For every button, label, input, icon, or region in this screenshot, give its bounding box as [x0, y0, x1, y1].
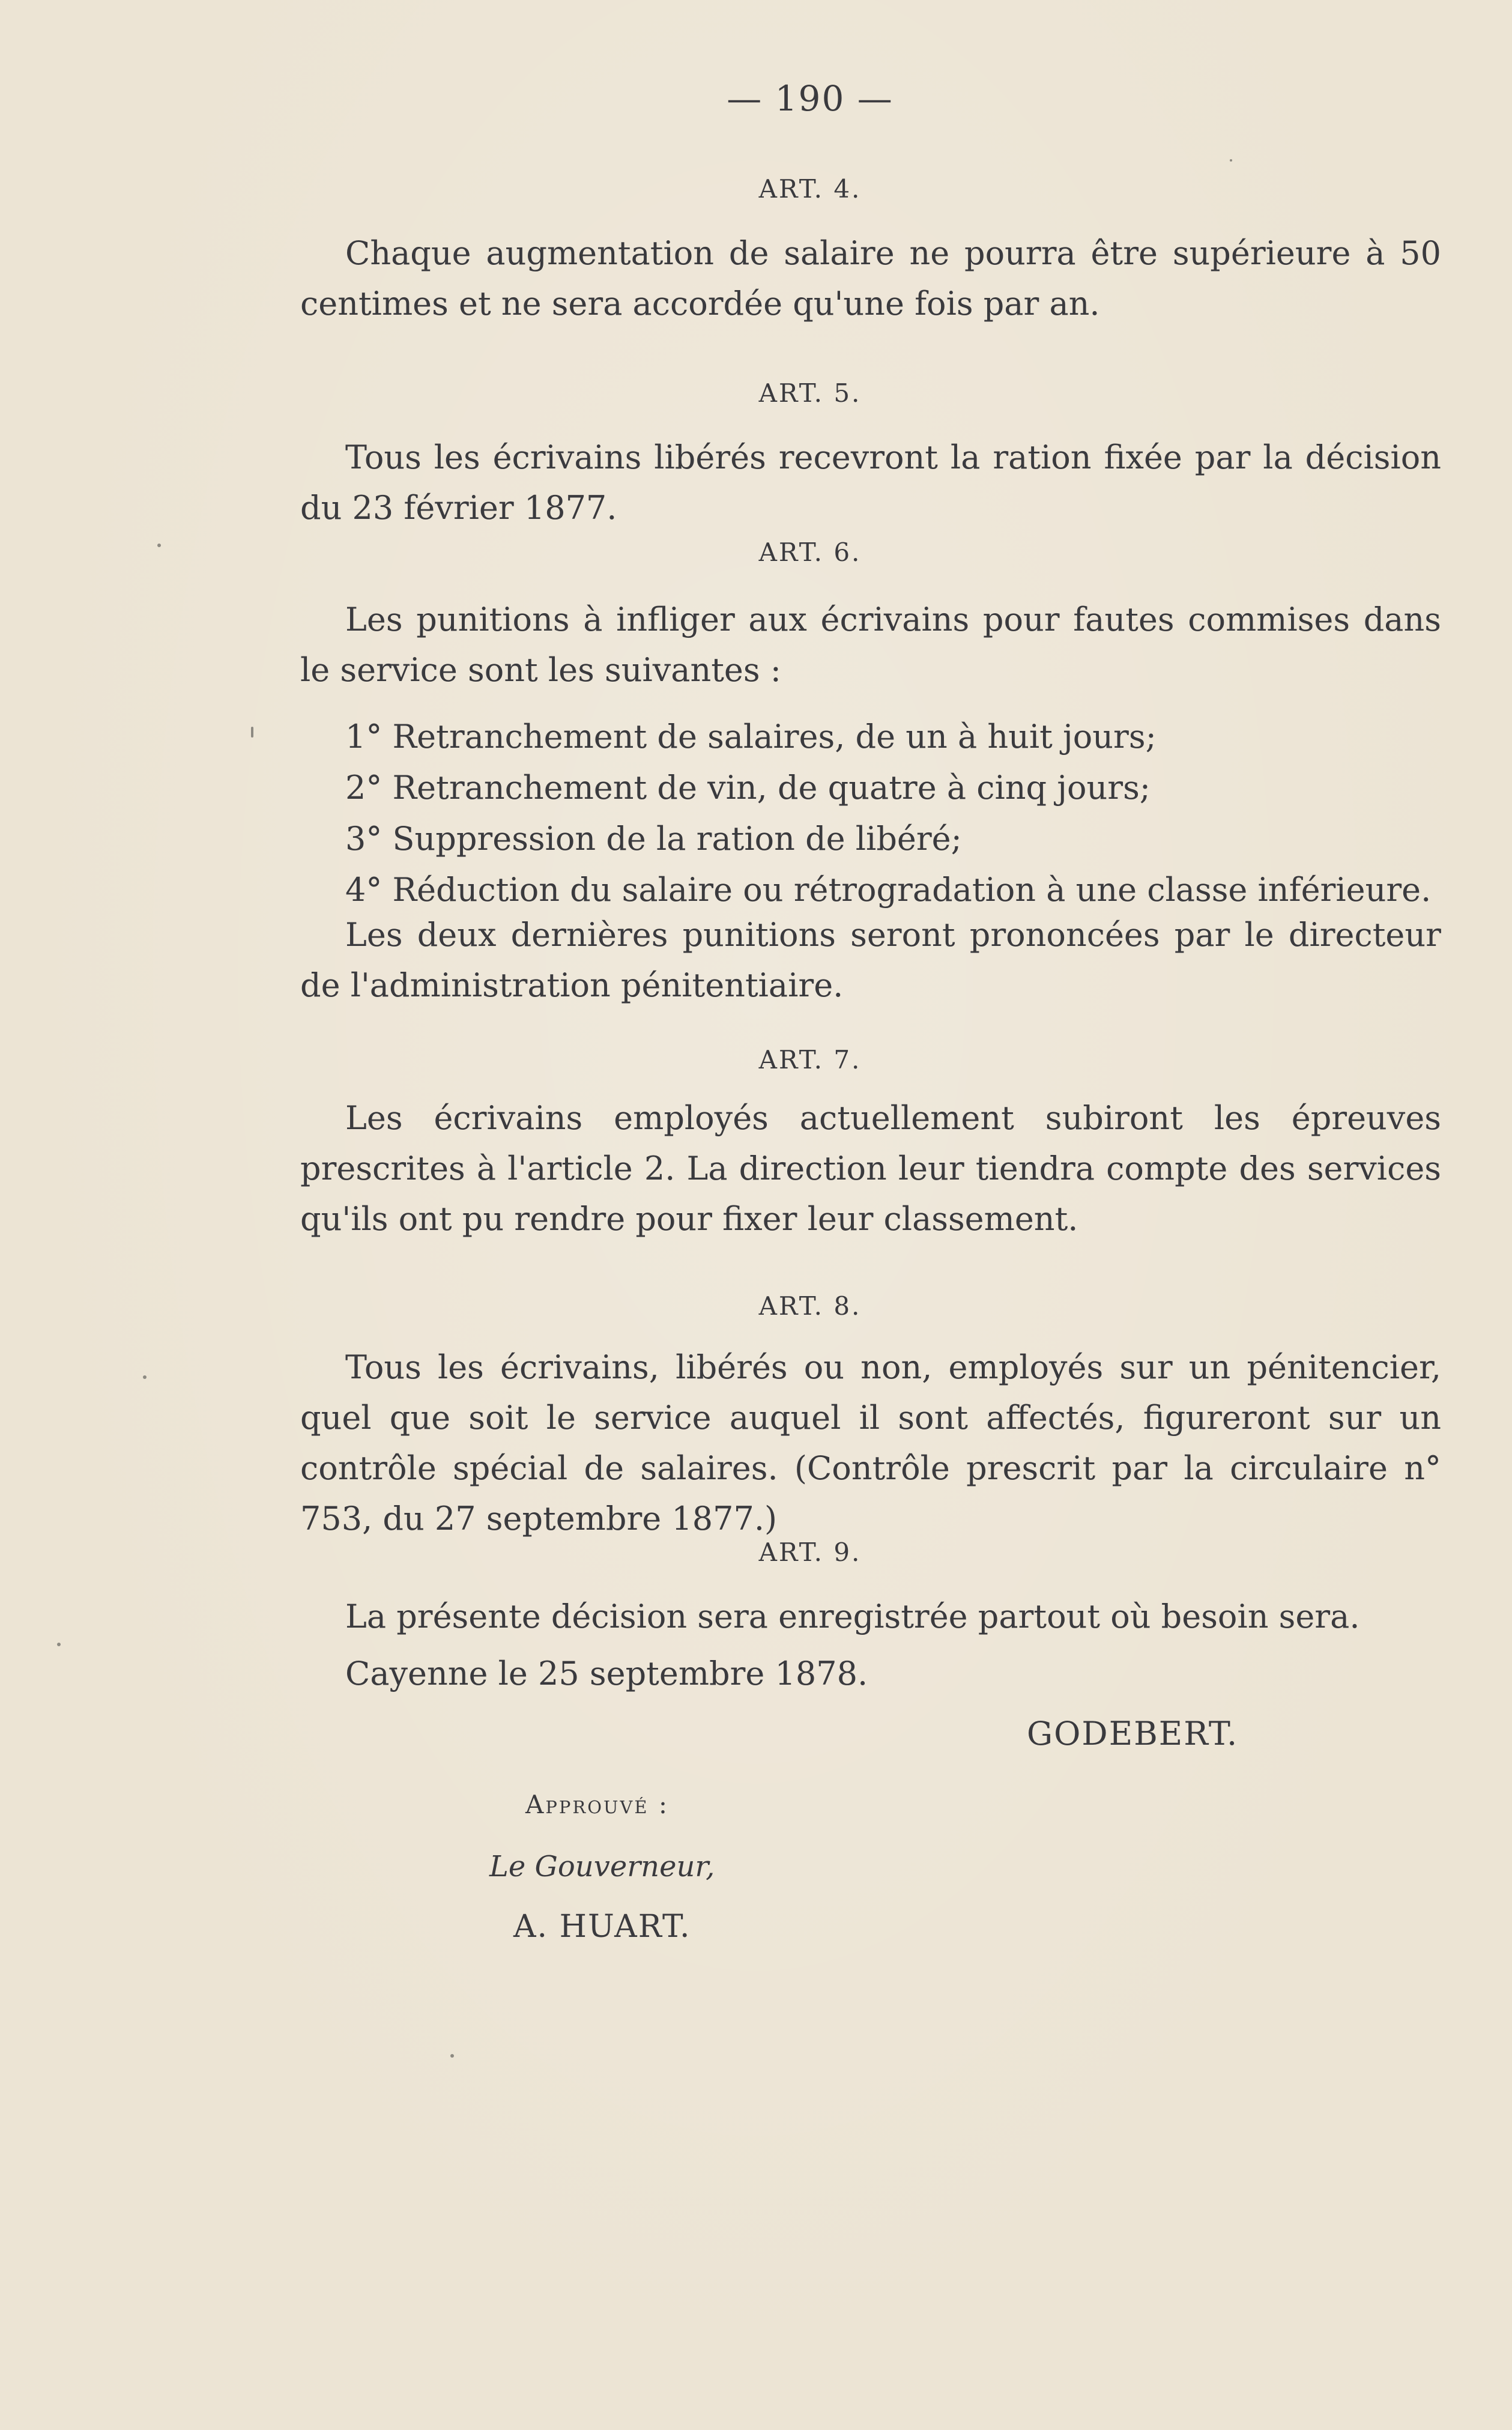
article-4-paragraph: Chaque augmentation de salaire ne pourra être supérieure à 50 centimes et ne sera accordée qu'une fois par an.	[300, 234, 1441, 323]
article-9-paragraph: La présente décision sera enregistrée partout où besoin sera.	[345, 1598, 1360, 1635]
article-4-heading: ART. 4.	[758, 174, 862, 204]
paper-speck	[1230, 159, 1232, 162]
signature: GODEBERT.	[1027, 1715, 1239, 1753]
punition-item-2: 2° Retranchement de vin, de quatre à cinq jours;	[345, 769, 1151, 807]
article-8-heading: ART. 8.	[758, 1291, 862, 1321]
article-6-body	[300, 595, 1441, 695]
article-9-heading: ART. 9.	[758, 1538, 862, 1567]
punition-item-3: 3° Suppression de la ration de libéré;	[345, 820, 962, 858]
punition-item-4: 4° Réduction du salaire ou rétrogradation à une classe inférieure.	[345, 871, 1432, 909]
article-6-heading: ART. 6.	[758, 538, 862, 567]
paper-speck	[143, 1375, 147, 1379]
approval-label: Approuvé :	[525, 1790, 670, 1819]
paper-speck	[57, 1643, 61, 1646]
article-7-heading: ART. 7.	[758, 1045, 862, 1074]
article-8-body	[300, 1342, 1441, 1544]
article-5-heading: ART. 5.	[758, 378, 862, 408]
article-7-paragraph: Les écrivains employés actuellement subiront les épreuves prescrites à l'article 2. La direction leur tiendra compte des services qu'ils ont pu rendre pour fixer leur classement.	[300, 1099, 1441, 1238]
punition-item-1: 1° Retranchement de salaires, de un à huit jours;	[345, 718, 1157, 756]
approval-title: Le Gouverneur,	[489, 1850, 715, 1883]
article-8-paragraph: Tous les écrivains, libérés ou non, employés sur un pénitencier, quel que soit le service auquel il sont affectés, figureront sur un contrôle spécial de salaires. (Contrôle prescrit par la circulaire n° 753, du 27 septembre 1877.)	[300, 1348, 1441, 1538]
article-6-closing	[300, 910, 1441, 1011]
approval-name: A. HUART.	[513, 1909, 691, 1945]
article-7-body	[300, 1093, 1441, 1244]
place-date: Cayenne le 25 septembre 1878.	[345, 1655, 868, 1692]
article-5-body	[300, 432, 1441, 533]
paper-speck	[157, 544, 161, 547]
article-4-body	[300, 228, 1441, 329]
article-5-paragraph: Tous les écrivains libérés recevront la ration fixée par la décision du 23 février 1877.	[300, 438, 1441, 527]
paper-speck	[251, 727, 253, 738]
article-6-paragraph: Les punitions à infliger aux écrivains pour fautes commises dans le service sont les suivantes :	[300, 601, 1441, 689]
paper-speck	[450, 2054, 454, 2058]
article-6-closing-paragraph: Les deux dernières punitions seront prononcées par le directeur de l'administration pénitentiaire.	[300, 916, 1441, 1004]
page-number: — 190 —	[727, 78, 894, 119]
